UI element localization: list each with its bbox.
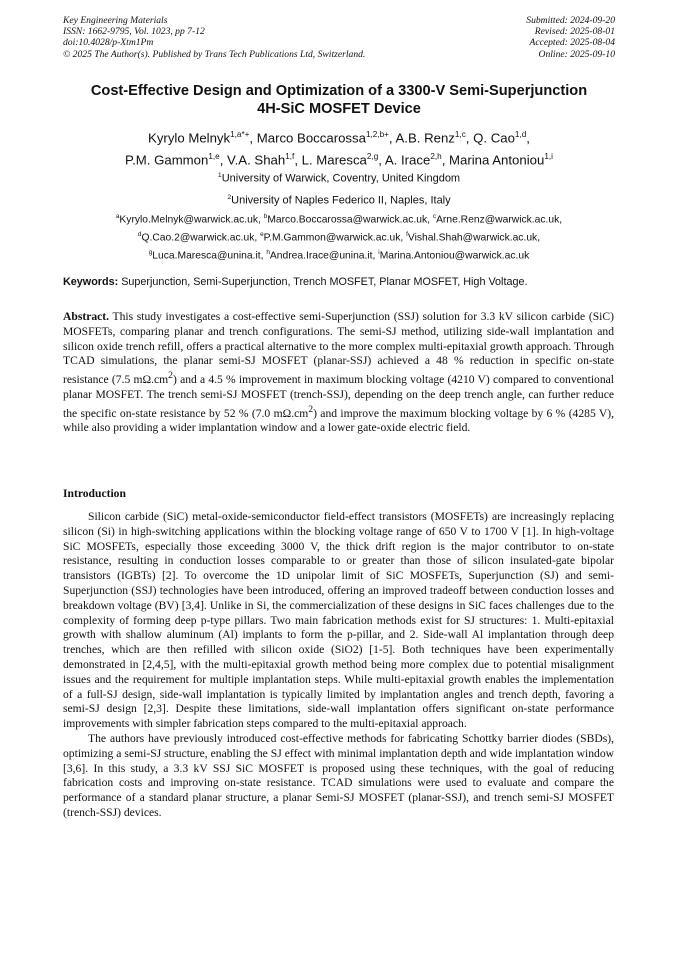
paragraph: The authors have previously introduced cost-effective methods for fabricating Schottky barrier diodes (SBDs), optimizing a semi-SJ structure, enabling the SJ effect with minimal implantation depth and wide implantation window [3,6]. In this study, a 3.3 kV SSJ SiC MOSFET is proposed using these techniques, with the goal of reducing fabrication costs and improving on-state resistance. TCAD simulations were used to evaluate and compare the performance of a standard planar structure, a planar Semi-SJ MOSFET (planar-SSJ), and trench semi-SJ MOSFET (trench-SSJ) devices. bbox=[63, 731, 614, 819]
author-name: Marco Boccarossa bbox=[256, 130, 366, 146]
copyright-line: © 2025 The Author(s). Published by Trans Tech Publications Ltd, Switzerland. bbox=[63, 48, 366, 60]
email-sup: d bbox=[137, 231, 142, 239]
email-link[interactable]: Andrea.Irace@unina.it bbox=[269, 250, 373, 262]
issn-line: ISSN: 1662-9795, Vol. 1023, pp 7-12 bbox=[63, 26, 205, 38]
email-link[interactable]: Marco.Boccarossa@warwick.ac.uk bbox=[267, 214, 428, 226]
abstract bbox=[63, 310, 614, 436]
title-line-2: 4H-SiC MOSFET Device bbox=[257, 101, 421, 117]
keywords-label: Keywords: bbox=[63, 276, 119, 288]
affiliation-text: University of Naples Federico II, Naples, Italy bbox=[231, 194, 451, 207]
author-sup: 1,i bbox=[544, 152, 553, 162]
author-sup: 1,f bbox=[285, 152, 295, 162]
paper-title bbox=[50, 82, 628, 118]
email-sup: f bbox=[406, 231, 408, 239]
affiliation-sup: 1 bbox=[217, 172, 222, 179]
email-link[interactable]: Kyrylo.Melnyk@warwick.ac.uk bbox=[119, 214, 259, 226]
author-name: Kyrylo Melnyk bbox=[148, 130, 231, 146]
author-list: Kyrylo Melnyk$^{1,a*+}$, Marco Boccarossa$^{1,2,b+}$, A.B. Renz$^{1,c}$, Q. Cao$^{1,d}$, P.M. Gammon$^{1,e}$, V.A. Shah$^{1,f}$, L. Maresca$^{2,g}$, A. Irace$^{2,h}$, Marina Antoniou$^{1,i}$ bbox=[125, 130, 553, 168]
doi-line[interactable]: doi:10.4028/p-Xtm1Pm bbox=[63, 37, 154, 49]
author-name: P.M. Gammon bbox=[125, 152, 209, 168]
revised-date: Revised: 2025-08-01 bbox=[534, 26, 615, 38]
email-link[interactable]: P.M.Gammon@warwick.ac.uk bbox=[263, 232, 401, 244]
online-date: Online: 2025-09-10 bbox=[538, 48, 615, 60]
author-sup: 2,g bbox=[366, 152, 379, 162]
introduction-heading: Introduction bbox=[63, 487, 126, 500]
affiliation-1 bbox=[40, 169, 638, 186]
email-sup: a bbox=[115, 213, 120, 220]
journal-header bbox=[63, 15, 365, 60]
email-link[interactable]: Marina.Antoniou@warwick.ac.uk bbox=[379, 250, 530, 262]
author-name: Marina Antoniou bbox=[449, 152, 545, 168]
author-sup: 1,e bbox=[208, 152, 220, 162]
abstract-text-a: This study investigates a cost-effective semi-Superjunction (SSJ) solution for 3.3 kV silicon carbide (SiC) MOSFETs, comparing planar and trench configurations. The semi-SJ method, utilizing side-wall implantation and silicon oxide trench refill, offers a practical alternative to the more complex multi-epitaxial growth approach. Through TCAD simulations, the planar semi-SJ MOSFET (planar-SSJ) achieved a 48 % reduction in specific on-state resistance (7.5 mΩ.cm bbox=[63, 310, 614, 387]
abstract-label: Abstract. bbox=[63, 310, 110, 323]
email-link[interactable]: Q.Cao.2@warwick.ac.uk bbox=[141, 232, 255, 244]
email-list: $^a$Kyrylo.Melnyk@warwick.ac.uk, $^b$Marco.Boccarossa@warwick.ac.uk, $^c$Arne.Renz@warwick.ac.uk, $^d$Q.Cao.2@warwick.ac.uk, $^e$P.M.Gammon@warwick.ac.uk, $^f$Vishal.Shah@warwick.ac.uk, $^g$Luca.Maresca@unina.it, $^h$Andrea.Irace@unina.it, $^i$Marina.Antoniou@warwick.ac.uk bbox=[115, 213, 563, 262]
accepted-date: Accepted: 2025-08-04 bbox=[529, 37, 615, 49]
email-sup: b bbox=[263, 213, 268, 220]
affiliation-sup: 2 bbox=[227, 194, 232, 201]
email-link[interactable]: Arne.Renz@warwick.ac.uk bbox=[436, 214, 560, 226]
title-line-1: Cost-Effective Design and Optimization of a 3300-V Semi-Superjunction bbox=[90, 83, 588, 99]
affiliation-text: University of Warwick, Coventry, United Kingdom bbox=[221, 172, 461, 185]
keywords bbox=[63, 275, 623, 289]
journal-name: Key Engineering Materials bbox=[63, 15, 168, 26]
submitted-date: Submitted: 2024-09-20 bbox=[526, 15, 615, 26]
keywords-text: Superjunction, Semi-Superjunction, Trench MOSFET, Planar MOSFET, High Voltage. bbox=[121, 276, 528, 288]
email-sup: g bbox=[148, 249, 153, 257]
abstract-sup-b: 2 bbox=[308, 403, 314, 415]
author-sup: 1,2,b+ bbox=[365, 130, 389, 139]
author-sup: 1,c bbox=[454, 130, 466, 139]
email-link[interactable]: Vishal.Shah@warwick.ac.uk bbox=[407, 232, 538, 244]
author-sup: 1,d bbox=[514, 130, 527, 139]
abstract-sup-a: 2 bbox=[168, 370, 173, 382]
author-sup: 2,h bbox=[430, 152, 442, 162]
dates-header bbox=[526, 15, 615, 60]
affiliation-2 bbox=[40, 191, 638, 208]
email-sup: i bbox=[378, 249, 380, 257]
author-sup: 1,a*+ bbox=[230, 130, 250, 139]
abstract-text-b: ) and a 4.5 % improvement in maximum blocking voltage (4210 V) compared to conventional planar MOSFET. The trench semi-SJ MOSFET (trench-SSJ), depending on the deep trench angle, can further reduce the specific on-state resistance by 52 % (7.0 mΩ.cm bbox=[63, 373, 614, 420]
email-sup: h bbox=[266, 249, 270, 257]
email-sup: e bbox=[260, 231, 264, 239]
author-name: A.B. Renz bbox=[395, 130, 455, 146]
email-sup: c bbox=[432, 213, 437, 220]
abstract-text-c: ) and improve the maximum blocking voltage by 6 % (4285 V), while also providing a wider implantation window and a lower gate-oxide electric field. bbox=[63, 406, 615, 435]
introduction-body bbox=[63, 510, 614, 821]
author-name: V.A. Shah bbox=[227, 152, 286, 168]
email-link[interactable]: Luca.Maresca@unina.it bbox=[152, 250, 261, 262]
paragraph: Silicon carbide (SiC) metal-oxide-semiconductor field-effect transistors (MOSFETs) are increasingly replacing silicon (Si) in high-switching applications within the blocking voltage range of 650 V to 1700 V [1]. In high-voltage SiC MOSFETs, especially those exceeding 3000 V, the thick drift region is the major contributor to on-state resistance, resulting in conduction losses comparable to or greater than those of silicon insulated-gate bipolar transistors (IGBTs) [2]. To overcome the 1D unipolar limit of SiC MOSFETs, Superjunction (SJ) and semi-Superjunction (SSJ) technologies have been introduced, offering an improved tradeoff between conduction losses and breakdown voltage (BV) [3,4]. Unlike in Si, the commercialization of these designs in SiC faces challenges due to the complexity of forming deep p-type pillars. Two main fabrication methods exist for SJ structures: 1. Multi-epitaxial growth with shallow aluminum (Al) implants to form the p-pillar, and 2. Side-wall Al implantation through deep trenches, which are then refilled with silicon oxide (SiO2) [1-5]. Both techniques have been experimentally demonstrated in [2,4,5], with the multi-epitaxial growth method being more complex due to potential misalignment issues and the requirement for multiple implantation steps. While multi-epitaxial growth enables the implementation of a full-SJ design, side-wall implantation is typically limited by implantation angles and trench depth, favoring a semi-SJ design [2,3]. Despite these limitations, side-wall implantation offers significant on-state performance improvements with simpler fabrication steps compared to the multi-epitaxial approach. bbox=[63, 510, 614, 731]
author-name: A. Irace bbox=[384, 152, 431, 168]
author-name: L. Maresca bbox=[301, 152, 367, 168]
author-name: Q. Cao bbox=[473, 130, 515, 146]
